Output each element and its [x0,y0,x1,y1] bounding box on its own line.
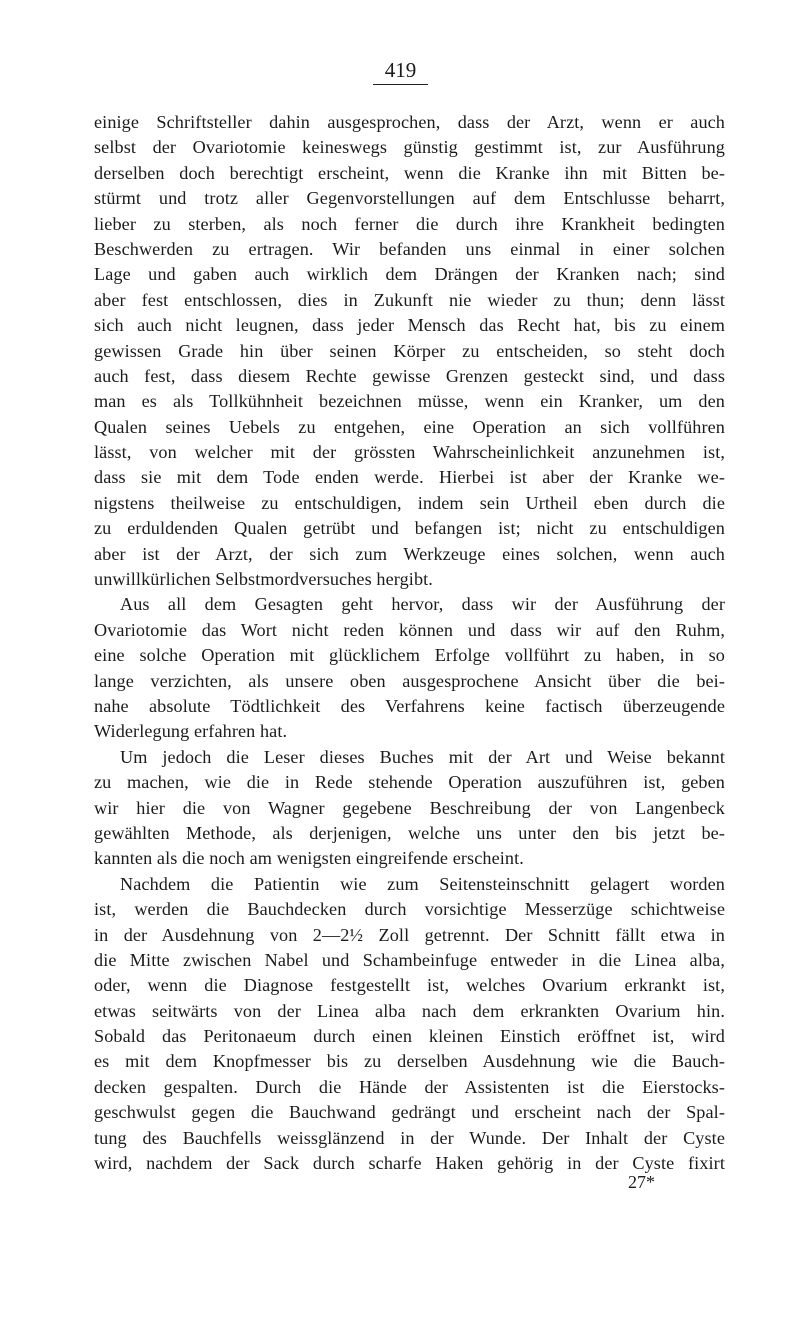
text-line: Aus all dem Gesagten geht hervor, dass wir der Ausführung der [120,594,725,615]
text-line: stürmt und trotz aller Gegenvorstellungen auf dem Entschlusse beharrt, [94,188,725,209]
text-line: zu erduldenden Qualen getrübt und befangen ist; nicht zu entschuldigen [94,518,725,539]
text-line: wir hier die von Wagner gegebene Beschreibung der von Langenbeck [94,797,725,818]
text-line: Widerlegung erfahren hat. [94,721,288,742]
text-line: wird, nachdem der Sack durch scharfe Haken gehörig in der Cyste fixirt [94,1153,725,1174]
text-line: Lage und gaben auch wirklich dem Drängen der Kranken nach; sind [94,264,725,285]
text-line: lange verzichten, als unsere oben ausgesprochene Ansicht über die bei- [94,670,725,691]
text-line: aber fest entschlossen, dies in Zukunft nie wieder zu thun; denn lässt [94,289,725,310]
page-number: 419 [0,58,801,85]
text-line: lässt, von welcher mit der grössten Wahrscheinlichkeit anzunehmen ist, [94,442,725,463]
text-line: Nachdem die Patientin wie zum Seitensteinschnitt gelagert worden [120,873,725,894]
text-line: derselben doch berechtigt erscheint, wenn die Kranke ihn mit Bitten be- [94,162,725,183]
body-text [94,110,725,1176]
text-line: selbst der Ovariotomie keineswegs günstig gestimmt ist, zur Ausführung [94,137,725,158]
text-line: kannten als die noch am wenigsten eingreifende erscheint. [94,848,524,869]
text-line: nahe absolute Tödtlichkeit des Verfahrens keine factisch überzeugende [94,695,725,716]
text-line: geschwulst gegen die Bauchwand gedrängt und erscheint nach der Spal- [94,1102,725,1123]
text-line: gewissen Grade hin über seinen Körper zu entscheiden, so steht doch [94,340,725,361]
text-line: gewählten Methode, als derjenigen, welche uns unter den bis jetzt be- [94,822,725,843]
text-line: einige Schriftsteller dahin ausgesprochen, dass der Arzt, wenn er auch [94,112,725,132]
text-line: auch fest, dass diesem Rechte gewisse Grenzen gesteckt sind, und dass [94,365,725,386]
text-line: Sobald das Peritonaeum durch einen kleinen Einstich eröffnet ist, wird [94,1026,725,1047]
text-line: in der Ausdehnung von 2—2½ Zoll getrennt. Der Schnitt fällt etwa in [94,924,725,945]
text-line: ist, werden die Bauchdecken durch vorsichtige Messerzüge schichtweise [94,899,725,920]
text-line: eine solche Operation mit glücklichem Erfolge vollführt zu haben, in so [94,645,725,666]
text-line: Um jedoch die Leser dieses Buches mit der Art und Weise bekannt [120,746,725,767]
text-line: etwas seitwärts von der Linea alba nach dem erkrankten Ovarium hin. [94,1000,725,1021]
text-line: es mit dem Knopfmesser bis zu derselben Ausdehnung wie die Bauch- [94,1051,725,1072]
text-line: tung des Bauchfells weissglänzend in der Wunde. Der Inhalt der Cyste [94,1127,725,1148]
signature-mark: 27* [628,1172,655,1192]
text-line: nigstens theilweise zu entschuldigen, indem sein Urtheil eben durch die [94,492,725,513]
text-line: lieber zu sterben, als noch ferner die durch ihre Krankheit bedingten [94,213,725,234]
text-line: oder, wenn die Diagnose festgestellt ist, welches Ovarium erkrankt ist, [94,975,725,996]
text-line: man es als Tollkühnheit bezeichnen müsse, wenn ein Kranker, um den [94,391,725,412]
text-line: zu machen, wie die in Rede stehende Operation auszuführen ist, geben [94,772,725,793]
text-line: die Mitte zwischen Nabel und Schambeinfuge entweder in die Linea alba, [94,949,725,970]
text-line: dass sie mit dem Tode enden werde. Hierbei ist aber der Kranke we- [94,467,725,488]
text-line: sich auch nicht leugnen, dass jeder Mensch das Recht hat, bis zu einem [94,315,725,336]
text-line: Ovariotomie das Wort nicht reden können und dass wir auf den Ruhm, [94,619,725,640]
text-line: decken gespalten. Durch die Hände der Assistenten ist die Eierstocks- [94,1076,725,1097]
text-line: Beschwerden zu ertragen. Wir befanden uns einmal in einer solchen [94,238,725,259]
text-line: Qualen seines Uebels zu entgehen, eine Operation an sich vollführen [94,416,725,437]
text-line: unwillkürlichen Selbstmordversuches hergibt. [94,569,433,590]
text-line: aber ist der Arzt, der sich zum Werkzeuge eines solchen, wenn auch [94,543,725,564]
